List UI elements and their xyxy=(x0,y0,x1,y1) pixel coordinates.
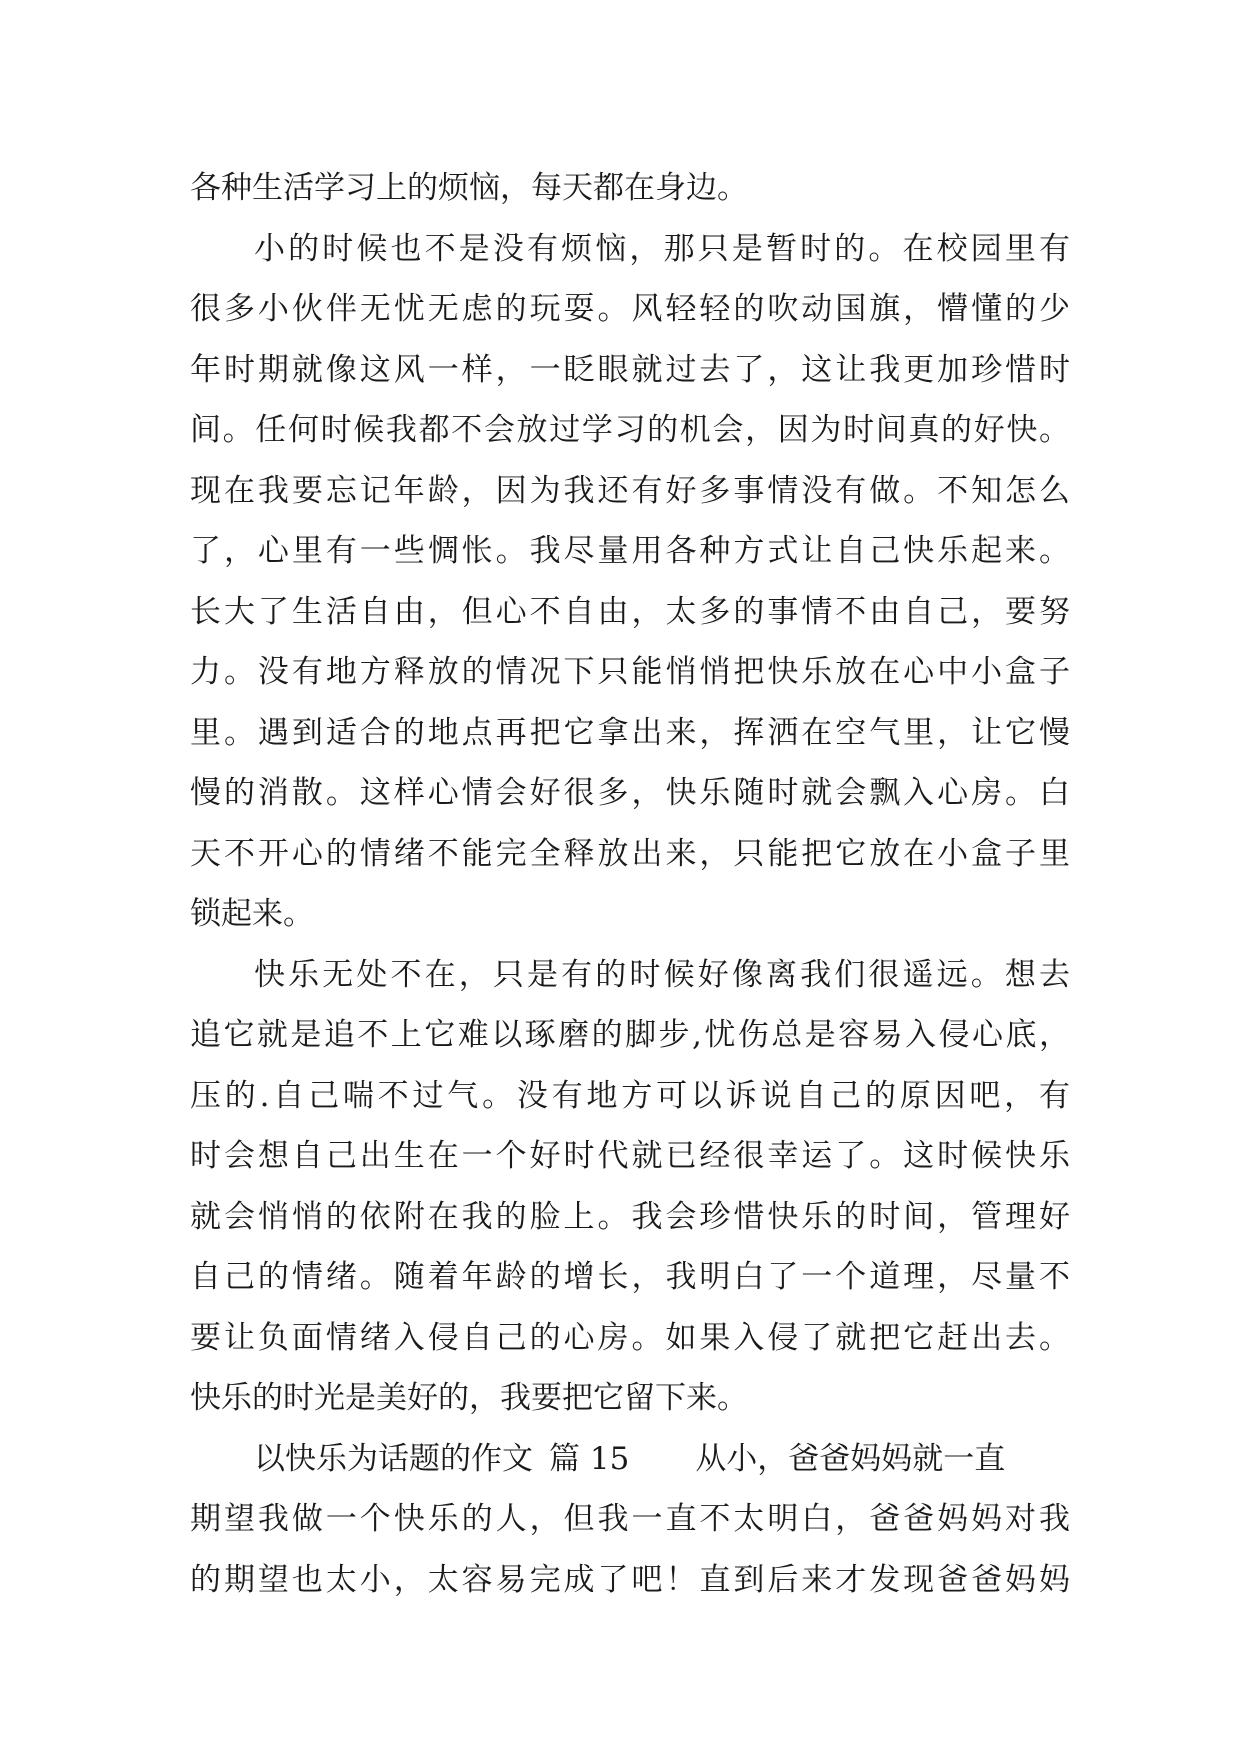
text-line: 小的时候也不是没有烦恼，那只是暂时的。在校园里有 xyxy=(254,230,1070,267)
text-line: 要让负面情绪入侵自己的心房。如果入侵了就把它赶出去。 xyxy=(190,1319,1070,1356)
text-line: 就会悄悄的依附在我的脸上。我会珍惜快乐的时间，管理好 xyxy=(190,1198,1070,1235)
text-line-start: 从小，爸爸妈妈就一直 xyxy=(695,1440,1006,1477)
text-line: 各种生活学习上的烦恼，每天都在身边。 xyxy=(190,170,748,206)
text-line: 力。没有地方释放的情况下只能悄悄把快乐放在心中小盒子 xyxy=(190,654,1070,690)
text-line: 锁起来。 xyxy=(190,896,314,932)
text-line: 了，心里有一些惆怅。我尽量用各种方式让自己快乐起来。 xyxy=(190,533,1070,569)
text-line: 现在我要忘记年龄，因为我还有好多事情没有做。不知怎么 xyxy=(190,472,1070,509)
section-heading-line xyxy=(190,1429,1070,1490)
text-line: 压的.自己喘不过气。没有地方可以诉说自己的原因吧，有 xyxy=(190,1077,1070,1114)
text-line: 追它就是追不上它难以琢磨的脚步,忧伤总是容易入侵心底， xyxy=(190,1017,1070,1053)
essay-number: 篇 15 xyxy=(549,1440,630,1477)
essay-body xyxy=(190,158,1070,1610)
text-line: 年时期就像这风一样，一眨眼就过去了，这让我更加珍惜时 xyxy=(190,351,1070,388)
text-line: 里。遇到适合的地点再把它拿出来，挥洒在空气里，让它慢 xyxy=(190,714,1070,751)
text-line: 的期望也太小，太容易完成了吧！直到后来才发现爸爸妈妈 xyxy=(190,1561,1070,1598)
text-line: 天不开心的情绪不能完全释放出来，只能把它放在小盒子里 xyxy=(190,835,1070,872)
essay-title: 以快乐为话题的作文 xyxy=(254,1440,533,1477)
text-line: 快乐无处不在，只是有的时候好像离我们很遥远。想去 xyxy=(254,956,1070,993)
text-line: 期望我做一个快乐的人，但我一直不太明白，爸爸妈妈对我 xyxy=(190,1501,1070,1537)
text-line: 时会想自己出生在一个好时代就已经很幸运了。这时候快乐 xyxy=(190,1138,1070,1174)
text-line: 快乐的时光是美好的，我要把它留下来。 xyxy=(190,1380,748,1416)
text-line: 慢的消散。这样心情会好很多，快乐随时就会飘入心房。白 xyxy=(190,775,1070,811)
text-line: 自己的情绪。随着年龄的增长，我明白了一个道理，尽量不 xyxy=(190,1259,1070,1295)
text-line: 很多小伙伴无忧无虑的玩耍。风轻轻的吹动国旗，懵懂的少 xyxy=(190,291,1070,327)
text-line: 间。任何时候我都不会放过学习的机会，因为时间真的好快。 xyxy=(190,412,1070,448)
text-line: 长大了生活自由，但心不自由，太多的事情不由自己，要努 xyxy=(190,593,1070,630)
